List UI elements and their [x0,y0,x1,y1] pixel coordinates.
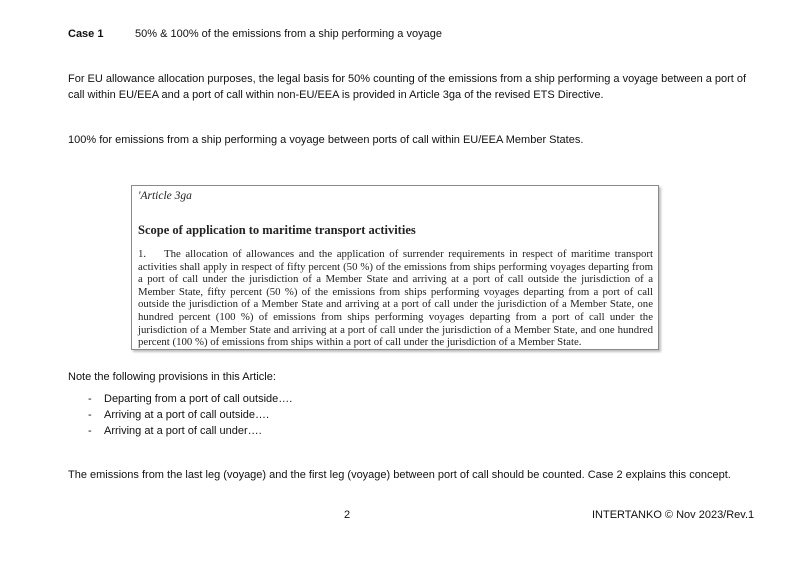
provision-list [88,391,292,439]
article-title: Scope of application to maritime transport activities [138,223,416,237]
note-text: Note the following provisions in this Article: [68,371,276,383]
list-item-text: Arriving at a port of call outside…. [104,409,270,421]
article-clause [138,248,653,349]
article-excerpt-image [131,185,659,350]
list-item-text: Departing from a port of call outside…. [104,393,293,405]
case-label: Case 1 [68,28,104,40]
paragraph-full-emissions: 100% for emissions from a ship performing a voyage between ports of call within EU/EEA Member States. [68,134,584,146]
list-item [88,391,292,407]
case-title: 50% & 100% of the emissions from a ship performing a voyage [135,28,442,40]
bullet-marker: - [88,425,92,437]
clause-text: The allocation of allowances and the application of surrender requirements in respect of maritime transport activities shall apply in respect of fifty percent (50 %) of the emissions from ships performing voyages departing from a port of call under the jurisdiction of a Member State and arriving at a port of call outside the jurisdiction of a Member State, fifty percent (50 %) of the emissions from ships performing voyages departing from a port of call outside the jurisdiction of a Member State and arriving at a port of call under the jurisdiction of a Member State, one hundred percent (100 %) of emissions from ships performing voyages departing from a port of call under the jurisdiction of a Member State and arriving at a port of call under the jurisdiction of a Member State, and one hundred percent (100 %) of emissions from ships within a port of call under the jurisdiction of a Member State. [138,248,653,349]
list-item [88,407,292,423]
clause-number: 1. [138,248,147,260]
paragraph-voyage-legs: The emissions from the last leg (voyage) and the first leg (voyage) between port of call should be counted. Case 2 explains this concept. [68,469,731,481]
footer-copyright: INTERTANKO © Nov 2023/Rev.1 [592,509,755,521]
case-heading [68,26,442,42]
article-reference: 'Article 3ga [138,190,192,202]
bullet-marker: - [88,393,92,405]
list-item [88,423,292,439]
list-item-text: Arriving at a port of call under…. [104,425,262,437]
paragraph-legal-basis: For EU allowance allocation purposes, the legal basis for 50% counting of the emissions from a ship performing a voyage between a port of call within EU/EEA and a port of call within non-EU/EEA is provided in Article 3ga of the revised ETS Directive. [68,73,747,101]
page-number: 2 [344,509,351,521]
bullet-marker: - [88,409,92,421]
